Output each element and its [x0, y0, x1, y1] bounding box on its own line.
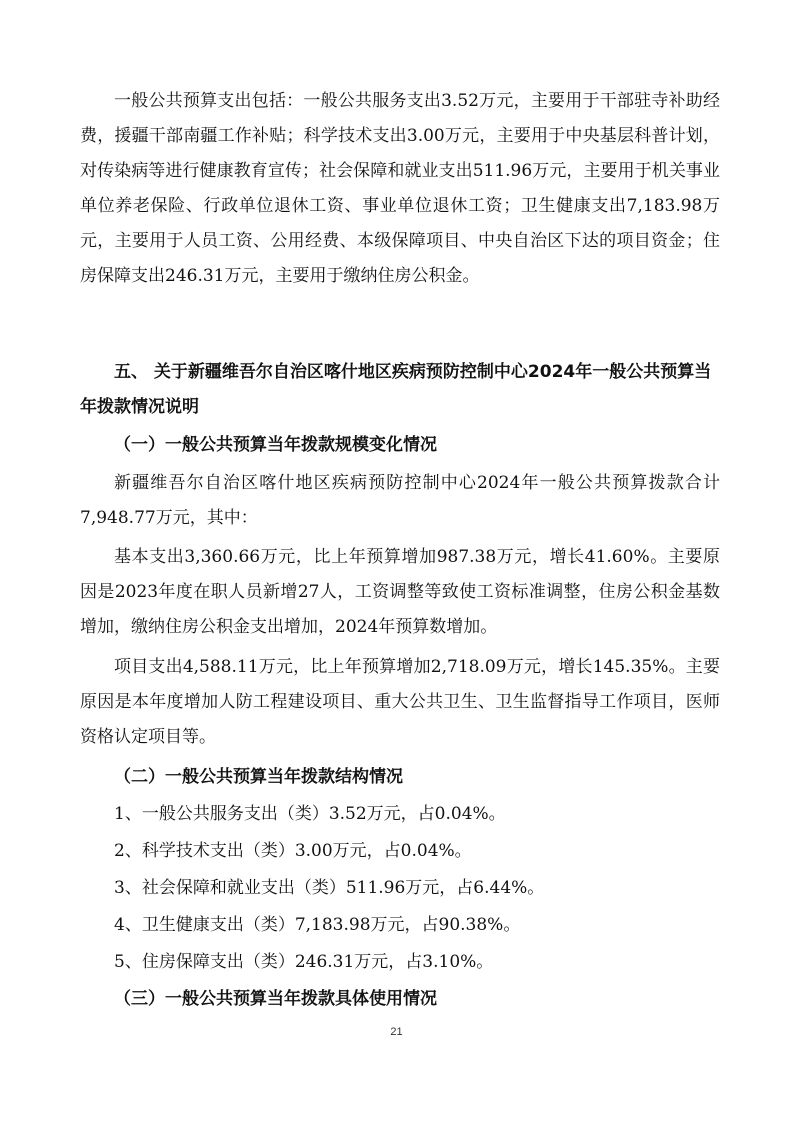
paragraph-project-expenditure: 项目支出4,588.11万元，比上年预算增加2,718.09万元，增长145.35%。主要原因是本年度增加人防工程建设项目、重大公共卫生、卫生监督指导工作项目，医师资格认定项目等。 — [80, 657, 720, 747]
paragraph-total-appropriation: 新疆维吾尔自治区喀什地区疾病预防控制中心2024年一般公共预算拨款合计7,948.77万元，其中： — [80, 473, 720, 528]
subsection-three-heading: （三）一般公共预算当年拨款具体使用情况 — [114, 989, 437, 1009]
section-five-heading: 五、 关于新疆维吾尔自治区喀什地区疾病预防控制中心2024年一般公共预算当年拨款情况说明 — [80, 362, 712, 417]
list-item: 4、卫生健康支出（类）7,183.98万元，占90.38%。 — [114, 915, 521, 935]
subsection-one-heading: （一）一般公共预算当年拨款规模变化情况 — [114, 435, 437, 455]
paragraph-basic-expenditure: 基本支出3,360.66万元，比上年预算增加987.38万元，增长41.60%。主要原因是2023年度在职人员新增27人，工资调整等致使工资标准调整，住房公积金基数增加，缴纳住房公积金支出增加，2024年预算数增加。 — [80, 547, 720, 637]
list-item: 2、科学技术支出（类）3.00万元，占0.04%。 — [114, 841, 472, 861]
list-item: 5、住房保障支出（类）246.31万元，占3.10%。 — [114, 952, 494, 972]
paragraph-expenditure-breakdown: 一般公共预算支出包括：一般公共服务支出3.52万元，主要用于干部驻寺补助经费，援疆干部南疆工作补贴；科学技术支出3.00万元，主要用于中央基层科普计划，对传染病等进行健康教育宣传；社会保障和就业支出511.96万元，主要用于机关事业单位养老保险、行政单位退休工资、事业单位退休工资；卫生健康支出7,183.98万元，主要用于人员工资、公用经费、本级保障项目、中央自治区下达的项目资金；住房保障支出246.31万元，主要用于缴纳住房公积金。 — [80, 91, 720, 286]
page-number: 21 — [390, 1026, 403, 1038]
list-item: 1、一般公共服务支出（类）3.52万元，占0.04%。 — [114, 804, 506, 824]
list-item: 3、社会保障和就业支出（类）511.96万元，占6.44%。 — [114, 878, 545, 898]
subsection-two-heading: （二）一般公共预算当年拨款结构情况 — [114, 767, 403, 787]
